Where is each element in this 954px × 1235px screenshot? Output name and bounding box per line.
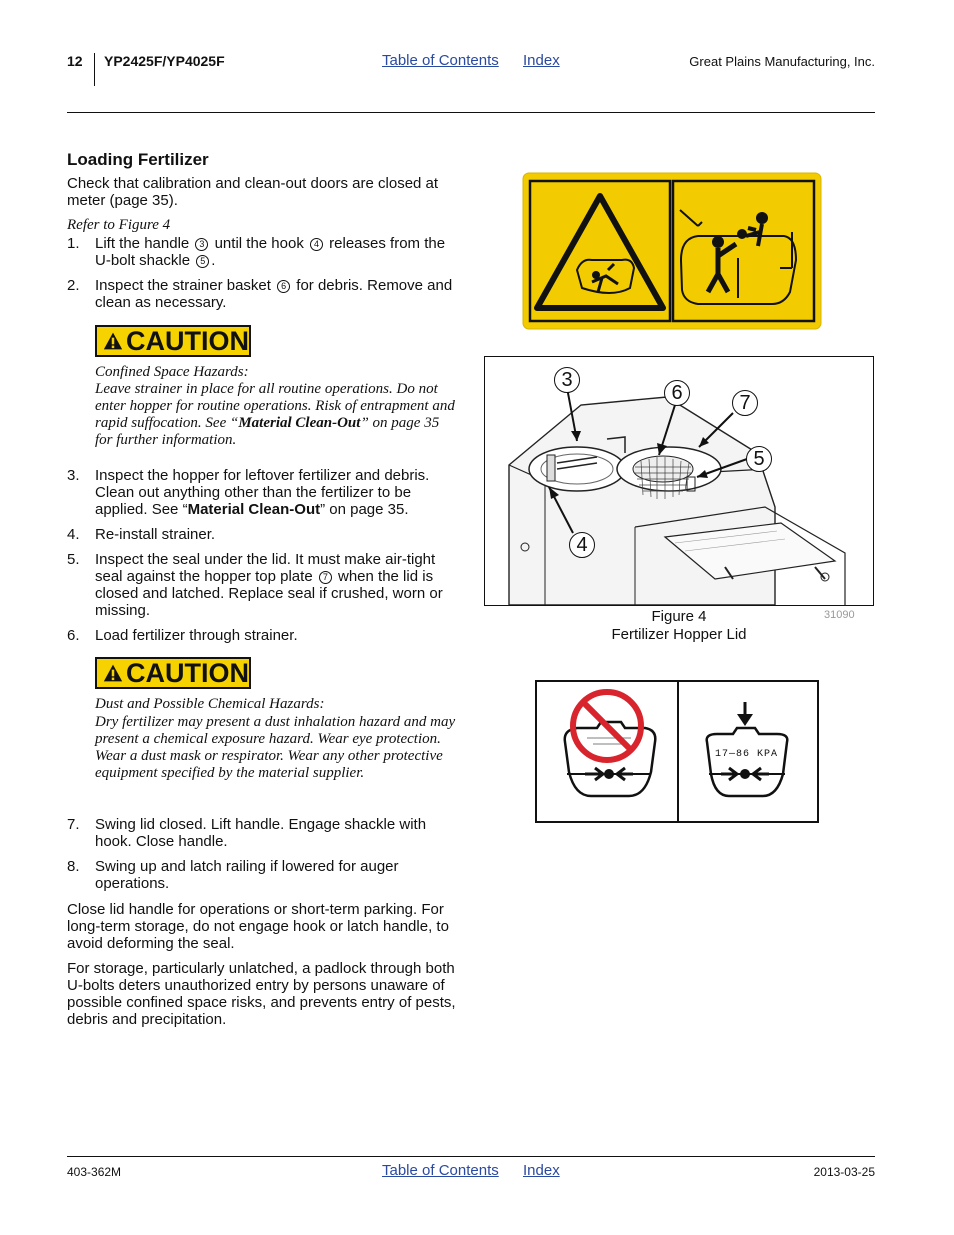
- caution-badge-1: CAUTION: [95, 325, 251, 357]
- pressure-text: 17—86 KPA: [715, 749, 779, 760]
- model-name: YP2425F/YP4025F: [104, 53, 225, 69]
- section-title: Loading Fertilizer: [67, 150, 209, 169]
- seal-decal: [535, 680, 819, 823]
- step-3: 3. Inspect the hopper for leftover fertilizer and debris. Clean out anything other than the fertilizer to be applied. See “Material Clean-Out” on page 35.: [67, 467, 430, 518]
- toc-link-header[interactable]: Table of Contents: [382, 52, 499, 69]
- step-5: 5. Inspect the seal under the lid. It must make air-tight seal against the hopper top plate 7 when the lid is closed and latched. Replace seal if crushed, worn or missing.: [67, 551, 443, 619]
- index-link-header[interactable]: Index: [523, 52, 560, 69]
- callout-4: 4: [569, 532, 595, 558]
- footer-date: 2013-03-25: [813, 1165, 875, 1179]
- header-rule: [67, 112, 875, 113]
- closing-paragraph-1: Close lid handle for operations or short-term parking. For long-term storage, do not engage hook or latch handle, to avoid deforming the seal.: [67, 901, 449, 952]
- caution2-heading: Dust and Possible Chemical Hazards:: [95, 696, 325, 712]
- figure-caption: Fertilizer Hopper Lid: [611, 626, 747, 643]
- step-2: 2. Inspect the strainer basket 6 for debris. Remove and clean as necessary.: [67, 277, 453, 311]
- header-divider: [94, 53, 95, 86]
- callout-5: 5: [746, 446, 772, 472]
- index-link-footer[interactable]: Index: [523, 1162, 560, 1179]
- confined-space-hazard-decal: [522, 172, 822, 330]
- caution1-heading: Confined Space Hazards:: [95, 364, 249, 380]
- seal-no-crush-panel: [537, 682, 677, 821]
- toc-link-footer[interactable]: Table of Contents: [382, 1162, 499, 1179]
- closing-paragraph-2: For storage, particularly unlatched, a padlock through both U-bolts deters unauthorized entry by persons unaware of possible confined space risks, and prevents entry of pests, debris and precipitation.: [67, 960, 456, 1028]
- intro-text: Check that calibration and clean-out doors are closed at meter (page 35).: [67, 175, 439, 209]
- page-number: 12: [67, 53, 83, 69]
- figure-ref-number: 31090: [824, 609, 855, 621]
- refer-figure: Refer to Figure 4: [67, 217, 171, 233]
- caution-badge-2: CAUTION: [95, 657, 251, 689]
- callout-3: 3: [554, 367, 580, 393]
- doc-number: 403-362M: [67, 1165, 122, 1179]
- caution2-text: Dry fertilizer may present a dust inhalation hazard and may present a chemical exposure hazard. Wear eye protection. Wear a dust mask or respirator. Wear any other protective equipment specified by the material supplier.: [95, 714, 456, 781]
- callout-5-inline: 5: [196, 255, 209, 268]
- callout-6: 6: [664, 380, 690, 406]
- warning-triangle-icon: [103, 330, 123, 352]
- step-6: 6. Load fertilizer through strainer.: [67, 627, 298, 644]
- figure-4-frame: [484, 356, 874, 606]
- callout-7: 7: [732, 390, 758, 416]
- callout-6-inline: 6: [277, 280, 290, 293]
- callout-4-inline: 4: [310, 238, 323, 251]
- figure-label: Figure 4: [651, 608, 707, 625]
- company-name: Great Plains Manufacturing, Inc.: [689, 54, 875, 69]
- step-8: 8. Swing up and latch railing if lowered for auger operations.: [67, 858, 399, 892]
- callout-3-inline: 3: [195, 238, 208, 251]
- caution1-text: Leave strainer in place for all routine operations. Do not enter hopper for routine operations. Risk of entrapment and rapid suffocation. See “Material Clean-Out” on page 35 for further information.: [95, 381, 455, 448]
- callout-7-inline: 7: [319, 571, 332, 584]
- warning-triangle-icon: [103, 662, 123, 684]
- step-4: 4. Re-install strainer.: [67, 526, 216, 543]
- footer-rule: [67, 1156, 875, 1157]
- step-1: 1. Lift the handle 3 until the hook 4 releases from the U-bolt shackle 5 .: [67, 235, 446, 269]
- step-7: 7. Swing lid closed. Lift handle. Engage shackle with hook. Close handle.: [67, 816, 427, 850]
